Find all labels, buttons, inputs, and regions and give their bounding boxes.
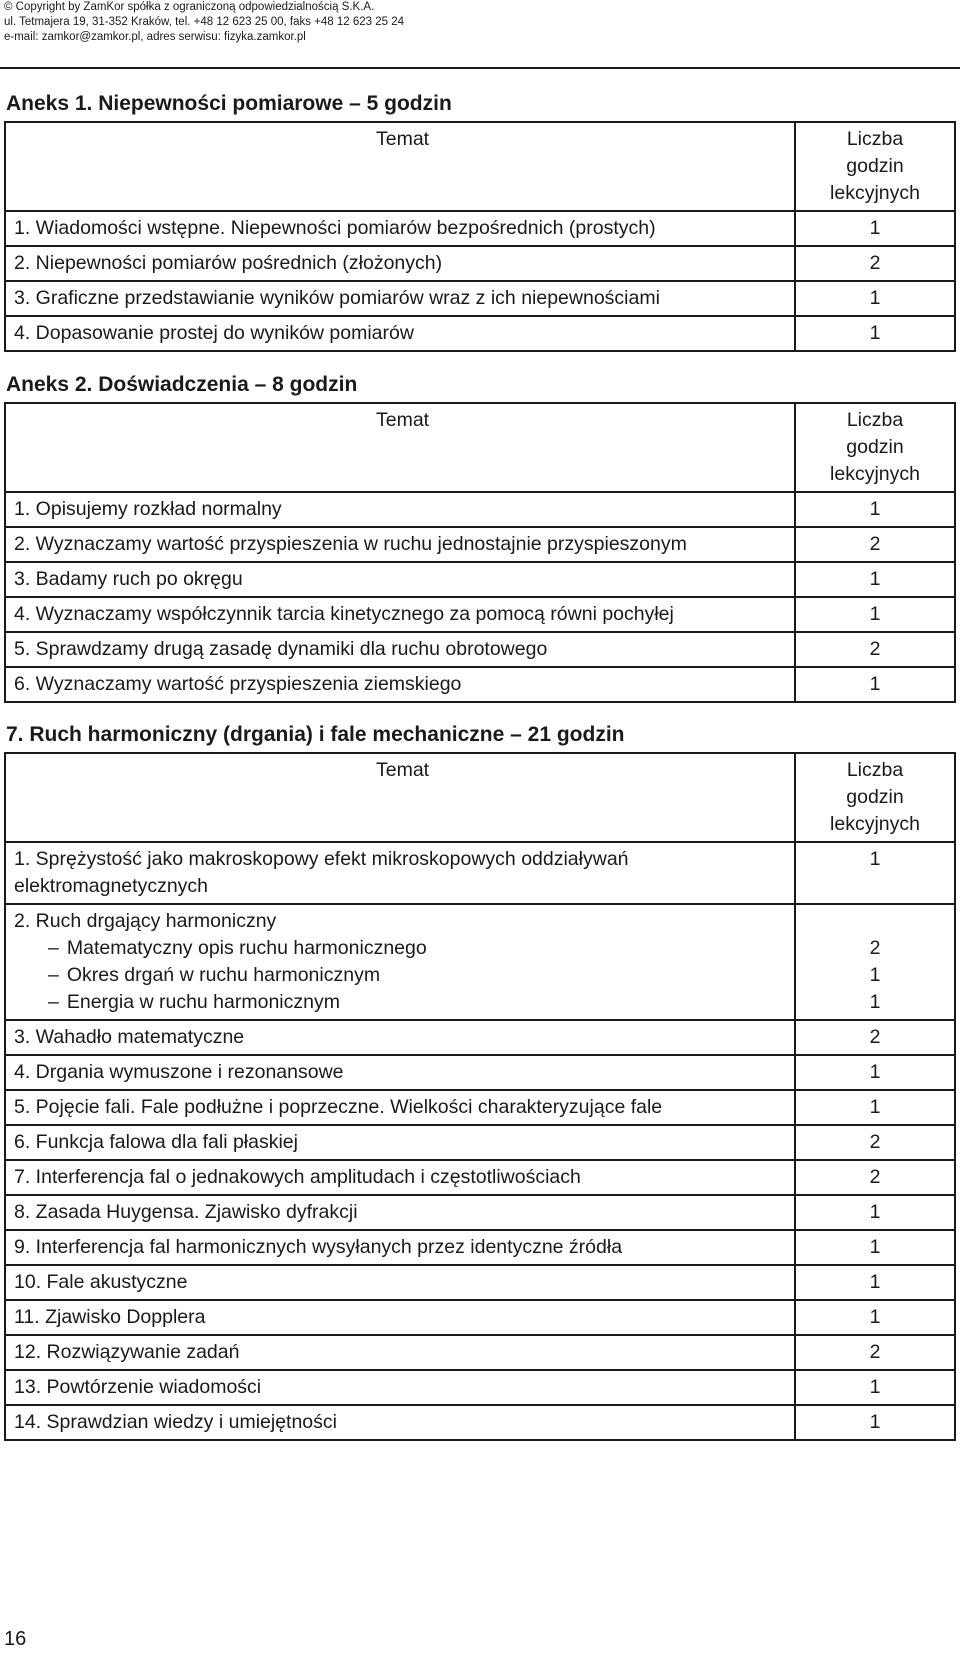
hours-cell: 1: [795, 1230, 955, 1265]
topic-cell: 3. Graficzne przedstawianie wyników pomiarów wraz z ich niepewnościami: [5, 281, 795, 316]
hours-cell: 2: [795, 1020, 955, 1055]
section-ruch-harmoniczny: [4, 722, 956, 1441]
topic-cell: 14. Sprawdzian wiedzy i umiejętności: [5, 1405, 795, 1440]
topic-cell: 5. Pojęcie fali. Fale podłużne i poprzeczne. Wielkości charakteryzujące fale: [5, 1090, 795, 1125]
subitem-text: – Matematyczny opis ruchu harmonicznego: [14, 935, 786, 962]
topic-cell: 11. Zjawisko Dopplera: [5, 1300, 795, 1335]
section-title: Aneks 1. Niepewności pomiarowe – 5 godzin: [6, 92, 452, 115]
topic-cell: 10. Fale akustyczne: [5, 1265, 795, 1300]
subitem-text: – Okres drgań w ruchu harmonicznym: [14, 962, 786, 989]
table-row: [5, 1125, 955, 1160]
contact-line: e-mail: zamkor@zamkor.pl, adres serwisu: fizyka.zamkor.pl: [4, 31, 306, 43]
table-row: [5, 211, 955, 246]
topic-cell: 6. Wyznaczamy wartość przyspieszenia ziemskiego: [5, 667, 795, 702]
hours-cell: 1: [795, 211, 955, 246]
hours-cell: 1: [795, 1055, 955, 1090]
topic-cell: 2. Niepewności pomiarów pośrednich (złożonych): [5, 246, 795, 281]
table-header-row: [5, 753, 955, 842]
header-hours: [795, 122, 955, 211]
table-header-row: [5, 122, 955, 211]
table-row: [5, 1300, 955, 1335]
header-hours: [795, 753, 955, 842]
hours-cell: 1: [795, 281, 955, 316]
table-row: [5, 527, 955, 562]
hours-cell: [795, 904, 955, 1020]
table-row: [5, 597, 955, 632]
section-title: 7. Ruch harmoniczny (drgania) i fale mechaniczne – 21 godzin: [6, 723, 625, 746]
subitem-text: – Energia w ruchu harmonicznym: [14, 989, 786, 1016]
hours-cell: 1: [795, 1090, 955, 1125]
topic-cell: 6. Funkcja falowa dla fali płaskiej: [5, 1125, 795, 1160]
copyright-block: [4, 0, 404, 45]
table-row: [5, 904, 955, 1020]
address-line: ul. Tetmajera 19, 31-352 Kraków, tel. +48 12 623 25 00, faks +48 12 623 25 24: [4, 16, 405, 28]
topic-cell: 1. Opisujemy rozkład normalny: [5, 492, 795, 527]
table-row: [5, 1195, 955, 1230]
table-row: [5, 1160, 955, 1195]
topics-table: [4, 402, 956, 703]
header-rule: [0, 67, 960, 69]
table-row: [5, 842, 955, 904]
header-topic: Temat: [5, 122, 795, 211]
header-topic: Temat: [5, 403, 795, 492]
topics-table: [4, 752, 956, 1441]
page-number: 16: [4, 1628, 27, 1650]
header-hours: [795, 403, 955, 492]
table-row: [5, 246, 955, 281]
topic-cell: 9. Interferencja fal harmonicznych wysyłanych przez identyczne źródła: [5, 1230, 795, 1265]
table-row: [5, 1090, 955, 1125]
table-row: [5, 1370, 955, 1405]
topic-cell: 2. Wyznaczamy wartość przyspieszenia w ruchu jednostajnie przyspieszonym: [5, 527, 795, 562]
hours-cell: 1: [795, 667, 955, 702]
hours-cell: 1: [795, 1300, 955, 1335]
topic-cell: 1. Wiadomości wstępne. Niepewności pomiarów bezpośrednich (prostych): [5, 211, 795, 246]
table-row: [5, 316, 955, 351]
hours-cell: 1: [795, 1405, 955, 1440]
table-row: [5, 1335, 955, 1370]
hours-cell: 1: [795, 562, 955, 597]
hours-text: [804, 908, 946, 935]
hours-cell: 2: [795, 1125, 955, 1160]
topic-cell: 3. Wahadło matematyczne: [5, 1020, 795, 1055]
topic-text: 1. Sprężystość jako makroskopowy efekt mikroskopowych oddziaływań elektromagnetycznych: [14, 848, 629, 897]
hours-cell: 2: [795, 1335, 955, 1370]
hours-cell: 1: [795, 492, 955, 527]
topic-cell: [5, 842, 795, 904]
topic-cell: 8. Zasada Huygensa. Zjawisko dyfrakcji: [5, 1195, 795, 1230]
hours-cell: 1: [795, 1370, 955, 1405]
subitem-hours: 1: [869, 964, 881, 986]
hours-cell: 2: [795, 527, 955, 562]
table-header-row: [5, 403, 955, 492]
topic-cell: 13. Powtórzenie wiadomości: [5, 1370, 795, 1405]
table-row: [5, 632, 955, 667]
topic-cell: 4. Drgania wymuszone i rezonansowe: [5, 1055, 795, 1090]
hours-cell: 2: [795, 632, 955, 667]
table-row: [5, 281, 955, 316]
section-title: Aneks 2. Doświadczenia – 8 godzin: [6, 373, 358, 396]
section-aneks-2: [4, 372, 956, 703]
topics-table: [4, 121, 956, 352]
table-row: [5, 1265, 955, 1300]
topic-cell: 7. Interferencja fal o jednakowych amplitudach i częstotliwościach: [5, 1160, 795, 1195]
table-row: [5, 492, 955, 527]
hours-cell: 1: [795, 597, 955, 632]
table-row: [5, 667, 955, 702]
hours-cell: 2: [795, 1160, 955, 1195]
hours-cell: 1: [795, 1265, 955, 1300]
table-row: [5, 1230, 955, 1265]
header-topic: Temat: [5, 753, 795, 842]
header-hours-label: Liczba godzin lekcyjnych: [830, 409, 920, 485]
table-row: [5, 1020, 955, 1055]
table-row: [5, 1055, 955, 1090]
topic-cell: 4. Wyznaczamy współczynnik tarcia kinetycznego za pomocą równi pochyłej: [5, 597, 795, 632]
hours-cell: 1: [795, 1195, 955, 1230]
subitem-hours: 2: [869, 937, 881, 959]
header-hours-label: Liczba godzin lekcyjnych: [830, 128, 920, 204]
topic-cell: 5. Sprawdzamy drugą zasadę dynamiki dla ruchu obrotowego: [5, 632, 795, 667]
table-row: [5, 562, 955, 597]
hours-cell: 2: [795, 246, 955, 281]
topic-cell: 4. Dopasowanie prostej do wyników pomiarów: [5, 316, 795, 351]
header-hours-label: Liczba godzin lekcyjnych: [830, 759, 920, 835]
hours-cell: 1: [795, 316, 955, 351]
topic-cell: [5, 904, 795, 1020]
table-row: [5, 1405, 955, 1440]
topic-cell: 12. Rozwiązywanie zadań: [5, 1335, 795, 1370]
topic-text: 2. Ruch drgający harmoniczny: [14, 910, 277, 932]
hours-cell: 1: [795, 842, 955, 904]
subitem-hours: 1: [869, 991, 881, 1013]
copyright-line: © Copyright by ZamKor spółka z ograniczoną odpowiedzialnością S.K.A.: [4, 1, 375, 13]
topic-cell: 3. Badamy ruch po okręgu: [5, 562, 795, 597]
section-aneks-1: [4, 91, 956, 352]
